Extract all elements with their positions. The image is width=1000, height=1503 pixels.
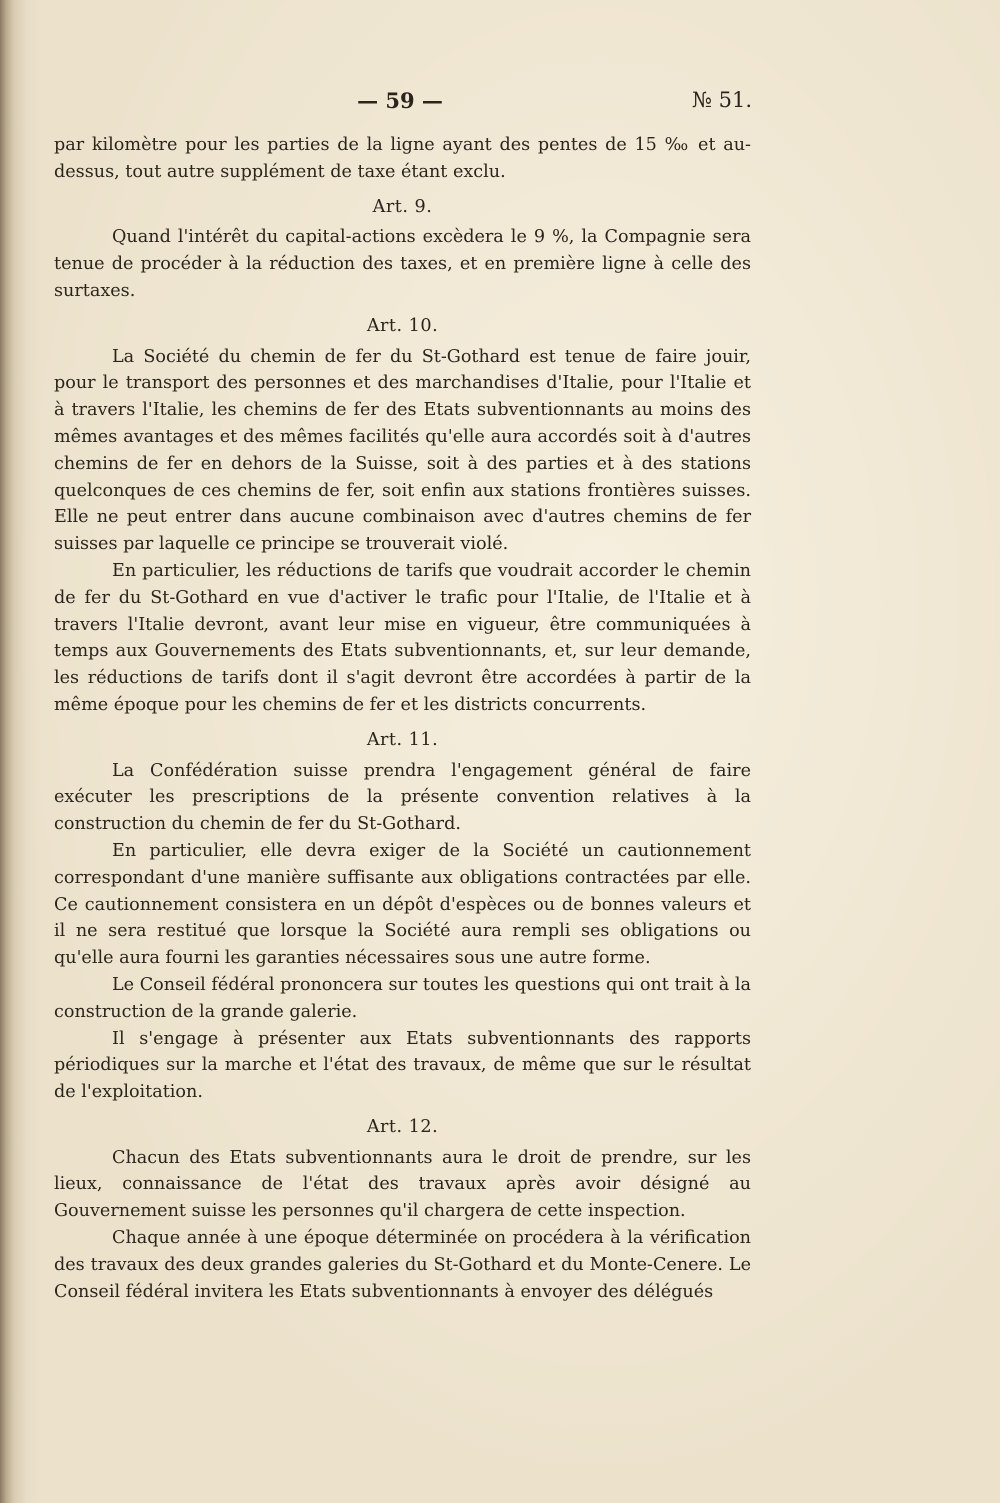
article-heading: Art. 12. (366, 1116, 439, 1137)
article-heading: Art. 9. (372, 196, 433, 217)
paragraph: En particulier, elle devra exiger de la Société un cautionnement correspondant d'une manière suffisante aux obligations contractées par elle. Ce cautionnement consistera en un dépôt d'espèces ou de bonnes valeurs et il ne sera restitué que lorsque la Société aura rempli ses obligations ou qu'elle aura fourni les garanties nécessaires sous une autre forme. (54, 840, 751, 969)
article-heading: Art. 10. (366, 315, 439, 336)
article-10 (54, 313, 751, 719)
paragraph: Il s'engage à présenter aux Etats subventionnants des rapports périodiques sur la marche et l'état des travaux, de même que sur le résultat de l'exploitation. (54, 1028, 751, 1103)
document-number: № 51. (692, 88, 752, 112)
document-body (54, 132, 751, 1305)
article-12 (54, 1114, 751, 1306)
paragraph: Quand l'intérêt du capital-actions excèdera le 9 %, la Compagnie sera tenue de procéder à la réduction des taxes, et en première ligne à celle des surtaxes. (54, 227, 751, 301)
paragraph: La Société du chemin de fer du St-Gothard est tenue de faire jouir, pour le transport des personnes et des marchandises d'Italie, pour l'Italie et à travers l'Italie, les chemins de fer des Etats subventionnants au moins des mêmes avantages et des mêmes facilités qu'elle aura accordés soit à d'autres chemins de fer en dehors de la Suisse, soit à des parties et à des stations quelconques de ces chemins de fer, soit enfin aux stations frontières suisses. Elle ne peut entrer dans aucune combinaison avec d'autres chemins de fer suisses par laquelle ce principe se trouverait violé. (54, 346, 751, 555)
page-number: — 59 — (357, 88, 443, 113)
intro-section (54, 132, 751, 186)
paragraph: Chaque année à une époque déterminée on procédera à la vérification des travaux des deux grandes galeries du St-Gothard et du Monte-Cenere. Le Conseil fédéral invitera les Etats subventionnants à envoyer des délégués (54, 1228, 751, 1302)
paragraph: Le Conseil fédéral prononcera sur toutes les questions qui ont trait à la construction de la grande galerie. (54, 974, 751, 1022)
paragraph: En particulier, les réductions de tarifs que voudrait accorder le chemin de fer du St-Gothard en vue d'activer le trafic pour l'Italie, de l'Italie et à travers l'Italie devront, avant leur mise en vigueur, être communiquées à temps aux Gouvernements des Etats subventionnants, et, sur leur demande, les réductions de tarifs dont il s'agit devront être accordées à partir de la même époque pour les chemins de fer et les districts concurrents. (54, 560, 751, 715)
page-header (0, 88, 1000, 118)
article-11 (54, 727, 751, 1106)
paragraph: par kilomètre pour les parties de la ligne ayant des pentes de 15 ‰ et au-dessus, tout autre supplément de taxe étant exclu. (54, 135, 751, 182)
paragraph: Chacun des Etats subventionnants aura le droit de prendre, sur les lieux, connaissance de l'état des travaux après avoir désigné au Gouvernement suisse les personnes qu'il chargera de cette inspection. (54, 1147, 751, 1222)
paragraph: La Confédération suisse prendra l'engagement général de faire exécuter les prescriptions de la présente convention relatives à la construction du chemin de fer du St-Gothard. (54, 760, 751, 835)
article-heading: Art. 11. (366, 729, 439, 750)
article-9 (54, 194, 751, 305)
